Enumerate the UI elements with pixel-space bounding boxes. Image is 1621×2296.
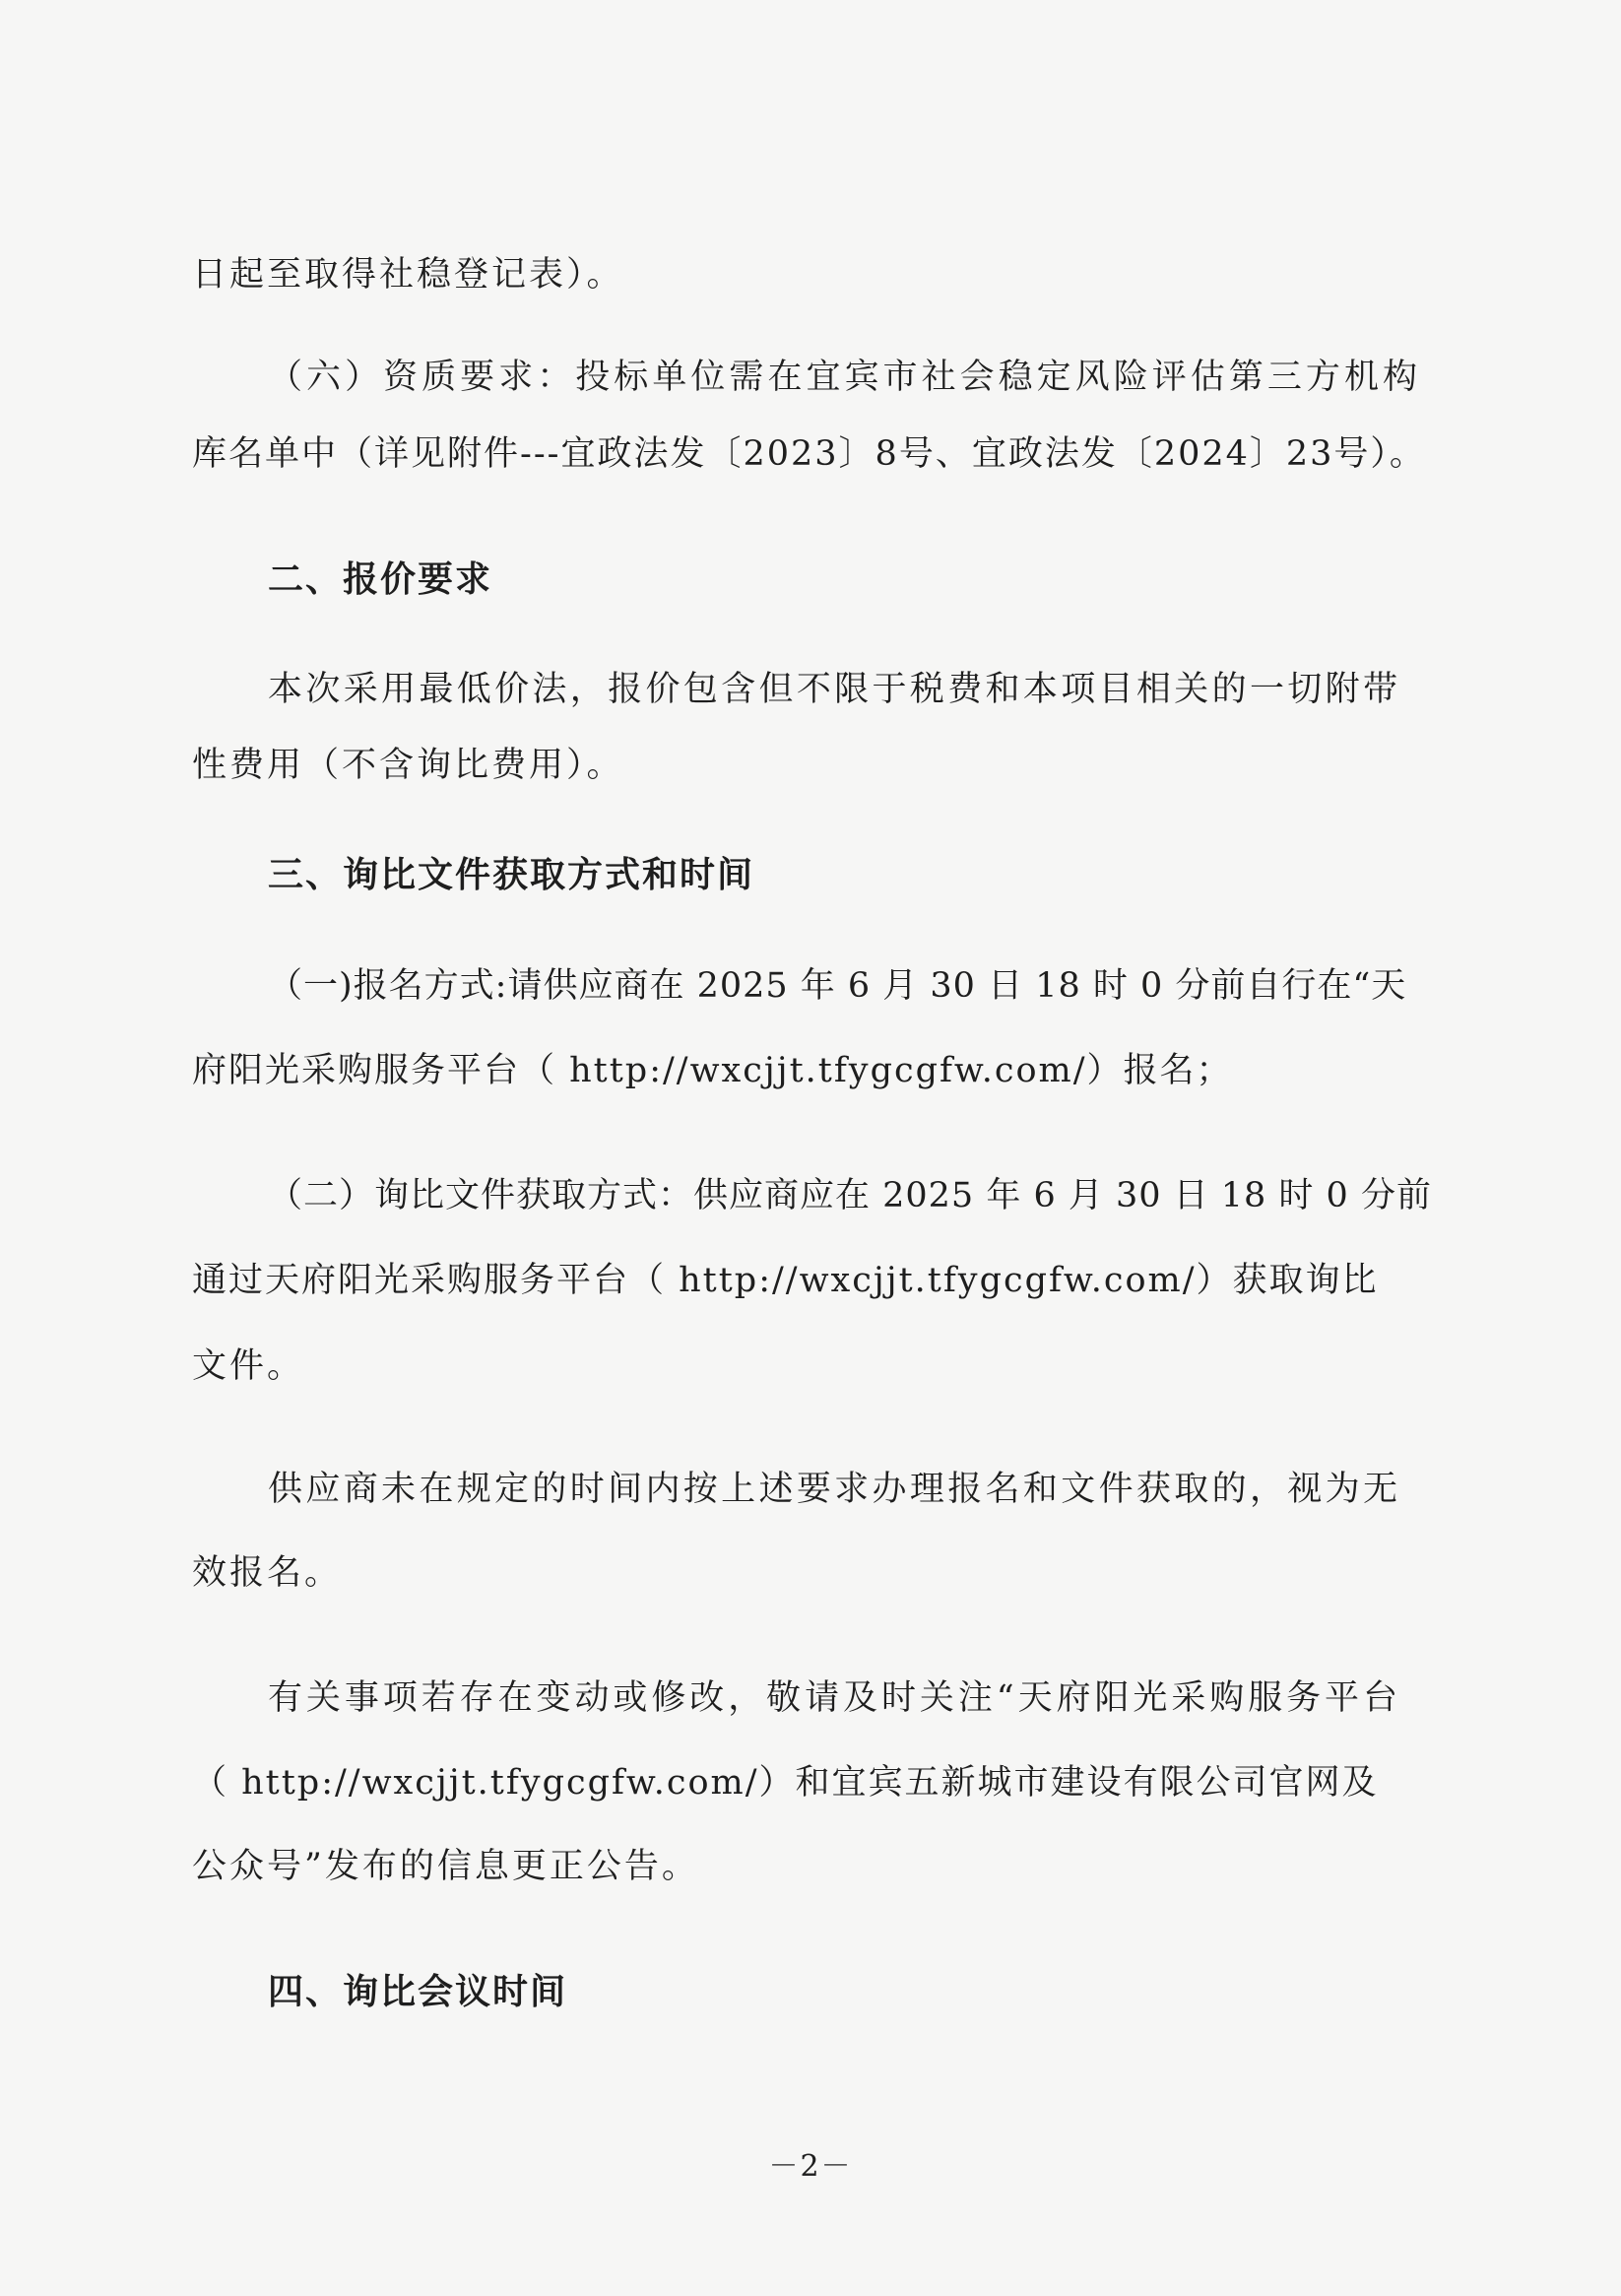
section-heading: 三、询比文件获取方式和时间 (268, 855, 755, 895)
paragraph-line: 效报名。 (192, 1553, 343, 1593)
paragraph-line: 文件。 (192, 1346, 305, 1386)
paragraph-line: （一)报名方式:请供应商在 2025 年 6 月 30 日 18 时 0 分前自行在“天 (268, 966, 1407, 1006)
paragraph-line: （ http://wxcjjt.tfygcgfw.com/）和宜宾五新城市建设有限公司官网及 (192, 1763, 1379, 1803)
section-heading: 二、报价要求 (268, 559, 493, 600)
paragraph-line: 日起至取得社稳登记表）。 (192, 255, 624, 295)
paragraph-line: 公众号”发布的信息更正公告。 (192, 1847, 699, 1886)
paragraph-line: 库名单中（详见附件---宜政法发〔2023〕8号、宜政法发〔2024〕23号）。 (192, 434, 1426, 474)
paragraph-line: 供应商未在规定的时间内按上述要求办理报名和文件获取的，视为无 (268, 1470, 1400, 1509)
paragraph-line: 性费用（不含询比费用）。 (192, 746, 624, 785)
paragraph-line: 有关事项若存在变动或修改，敬请及时关注“天府阳光采购服务平台 (268, 1678, 1400, 1718)
paragraph-line: 府阳光采购服务平台（ http://wxcjjt.tfygcgfw.com/）报名； (192, 1051, 1233, 1090)
paragraph-line: （二）询比文件获取方式：供应商应在 2025 年 6 月 30 日 18 时 0 分前 (268, 1176, 1432, 1215)
paragraph-line: 本次采用最低价法，报价包含但不限于税费和本项目相关的一切附带 (268, 670, 1400, 709)
section-heading: 四、询比会议时间 (268, 1972, 568, 2012)
page-number: －2－ (768, 2149, 853, 2184)
paragraph-line: 通过天府阳光采购服务平台（ http://wxcjjt.tfygcgfw.com/）获取询比 (192, 1261, 1379, 1300)
paragraph-line: （六）资质要求：投标单位需在宜宾市社会稳定风险评估第三方机构 (268, 358, 1420, 397)
